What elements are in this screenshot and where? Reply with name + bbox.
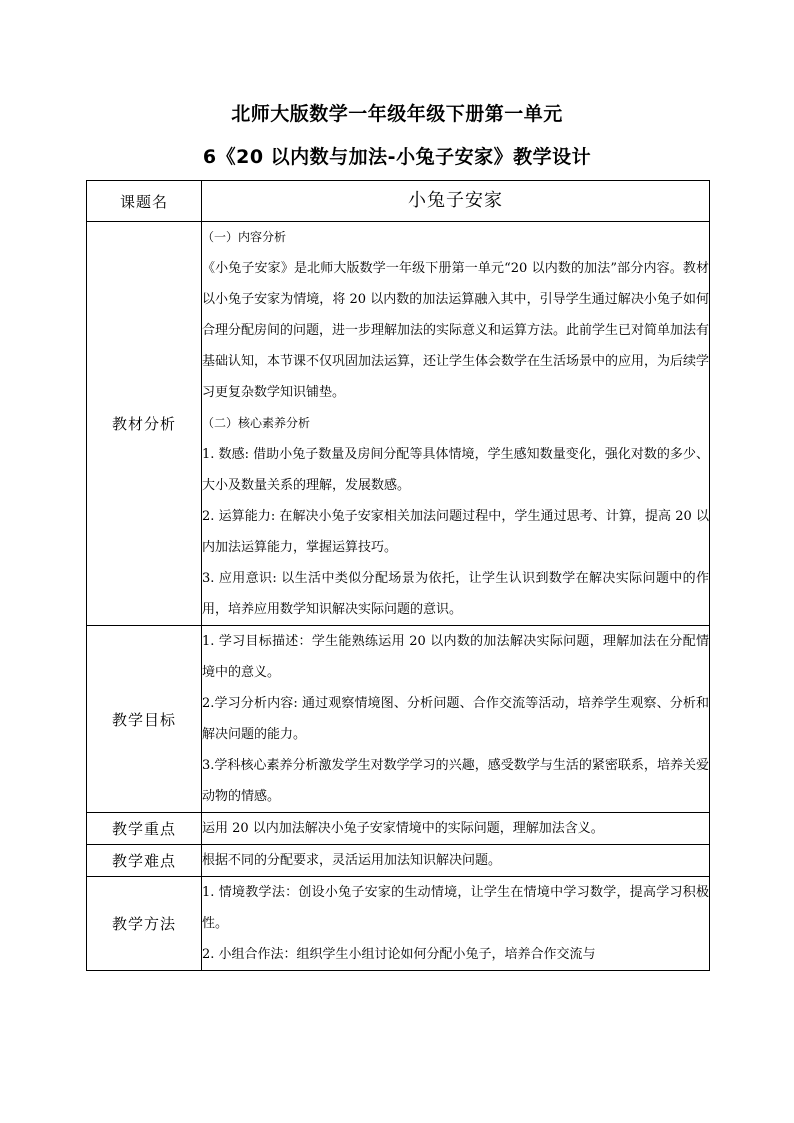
table-row-key-points — [87, 813, 710, 845]
table-row-methods — [87, 877, 710, 971]
key-points-text: 运用 20 以内加法解决小兔子安家情境中的实际问题，理解加法含义。 — [202, 821, 604, 836]
methods-content — [202, 877, 710, 971]
difficulties-label: 教学难点 — [87, 845, 202, 877]
difficulties-content — [202, 845, 710, 877]
teaching-goals-content — [202, 626, 710, 813]
method-item-1: 1. 情境教学法：创设小兔子安家的生动情境，让学生在情境中学习数学，提高学习积极性。 — [202, 885, 709, 931]
material-analysis-label: 教材分析 — [87, 222, 202, 626]
table-row-difficulties — [87, 845, 710, 877]
material-heading-content: （一）内容分析 — [202, 230, 287, 244]
key-points-label: 教学重点 — [87, 813, 202, 845]
core-literacy-item-2: 2. 运算能力: 在解决小兔子安家相关加法问题过程中，学生通过思考、计算，提高 20 以内加法运算能力，掌握运算技巧。 — [202, 509, 709, 555]
material-analysis-content — [202, 222, 710, 626]
teaching-goals-label: 教学目标 — [87, 626, 202, 813]
lesson-plan-table — [86, 180, 710, 971]
lesson-name: 小兔子安家 — [408, 190, 503, 211]
core-literacy-item-1: 1. 数感: 借助小兔子数量及房间分配等具体情境，学生感知数量变化，强化对数的多少、大小及数量关系的理解，发展数感。 — [202, 447, 709, 493]
goal-item-3: 3.学科核心素养分析激发学生对数学学习的兴趣，感受数学与生活的紧密联系，培养关爱动物的情感。 — [202, 758, 709, 804]
key-points-content — [202, 813, 710, 845]
document-title-line1: 北师大版数学一年级年级下册第一单元 — [231, 103, 563, 125]
material-content-paragraph: 《小兔子安家》是北师大版数学一年级下册第一单元“20 以内数的加法”部分内容。教材以小兔子安家为情境，将 20 以内数的加法运算融入其中，引导学生通过解决小兔子如何合理分配房间的问题，进一步理解加法的实际意义和运算方法。此前学生已对简单加法有基础认知，本节课不仅巩固加法运算，还让学生体会数学在生活场景中的应用，为后续学习更复杂数学知识铺垫。 — [202, 261, 710, 400]
lesson-label-cell: 课题名 — [87, 181, 202, 222]
methods-label: 教学方法 — [87, 877, 202, 971]
method-item-2: 2. 小组合作法：组织学生小组讨论如何分配小兔子，培养合作交流与 — [202, 947, 596, 962]
table-row-lesson-name — [87, 181, 710, 222]
difficulties-text: 根据不同的分配要求，灵活运用加法知识解决问题。 — [202, 853, 502, 868]
lesson-name-cell — [202, 181, 710, 222]
document-title-line2: 6《20 以内数与加法-小兔子安家》教学设计 — [202, 146, 592, 168]
table-row-material-analysis — [87, 222, 710, 626]
core-literacy-item-3: 3. 应用意识: 以生活中类似分配场景为依托，让学生认识到数学在解决实际问题中的作用，培养应用数学知识解决实际问题的意识。 — [202, 571, 709, 617]
goal-item-2: 2.学习分析内容: 通过观察情境图、分析问题、合作交流等活动，培养学生观察、分析和解决问题的能力。 — [202, 696, 709, 742]
goal-item-1: 1. 学习目标描述：学生能熟练运用 20 以内数的加法解决实际问题，理解加法在分配情境中的意义。 — [202, 634, 709, 680]
material-heading-core: （二）核心素养分析 — [202, 416, 311, 430]
table-row-teaching-goals — [87, 626, 710, 813]
